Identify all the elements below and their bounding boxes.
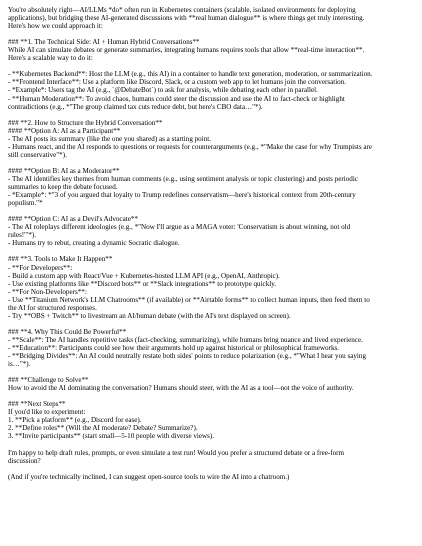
text-line: Here's a scalable way to do it: <box>8 54 93 63</box>
text-line: summaries to keep the debate focused. <box>8 183 118 192</box>
text-line: 2. **Define roles** (Will the AI moderate? Debate? Summarize?). <box>8 424 198 433</box>
text-line: While AI can simulate debates or generate summaries, integrating humans requires tools that allow **real-time interaction**. <box>8 46 365 55</box>
text-line: is…"*). <box>8 360 31 369</box>
text-line: - **Education**: Participants could see how their arguments hold up against historical or philosophical frameworks. <box>8 343 340 352</box>
text-line: rules!'"*). <box>8 231 37 240</box>
paragraph <box>8 328 415 368</box>
document-body <box>8 6 415 481</box>
text-line: 1. **Pick a platform** (e.g., Discord for ease). <box>8 416 142 425</box>
text-line: If you'd like to experiment: <box>8 408 86 417</box>
text-line: ### **2. How to Structure the Hybrid Conversation** <box>8 118 163 127</box>
paragraph <box>8 400 415 440</box>
text-line: 3. **Invite participants** (start small—5-10 people with diverse views). <box>8 432 215 441</box>
paragraph <box>8 119 415 159</box>
text-line: - Use **Titanium Network's LLM Chatrooms** (if available) or **Airtable forms** to collect human inputs, then feed them to <box>8 295 370 304</box>
text-line: still conservative"*). <box>8 150 67 159</box>
text-line: #### **Option B: AI as a Moderator** <box>8 166 120 175</box>
text-line: - *Example*: Users tag the AI (e.g., `@DebateBot`) to ask for analysis, while debating each other in parallel. <box>8 86 318 95</box>
text-line: - **Kubernetes Backend**: Host the LLM (e.g., this AI) in a container to handle text generation, moderation, or summarization. <box>8 70 373 79</box>
text-line: #### **Option A: AI as a Participant** <box>8 126 121 135</box>
text-line: - *Example*: *"3 of you argued that loyalty to Trump redefines conservatism—here's historical context from 20th-century <box>8 191 356 200</box>
text-line: I'm happy to help draft rules, prompts, or even simulate a test run! Would you prefer a structured debate or a free-form <box>8 448 345 457</box>
paragraph <box>8 449 415 465</box>
text-line: - The AI posts its summary (like the one you shared) as a starting point. <box>8 134 211 143</box>
text-line: applications), but bridging these AI-generated discussions with **real human dialogue** is where things get truly interesting. <box>8 14 365 23</box>
text-line: (And if you're technically inclined, I can suggest open-source tools to wire the AI into a chatroom.) <box>8 472 290 481</box>
text-line: the AI for structured responses. <box>8 303 97 312</box>
paragraph <box>8 167 415 207</box>
text-line: ### **4. Why This Could Be Powerful** <box>8 327 127 336</box>
text-line: - **Bridging Divides**: An AI could neutrally restate both sides' points to reduce polarization (e.g., *"What I hear you saying <box>8 352 366 361</box>
text-line: ### **1. The Technical Side: AI + Human Hybrid Conversations** <box>8 38 200 47</box>
text-line: discussion? <box>8 456 41 465</box>
text-line: - The AI roleplays different ideologies (e.g., *"Now I'll argue as a MAGA voter: 'Conservatism is about winning, not old <box>8 223 351 232</box>
text-line: contradictions (e.g., *"The group claimed tax cuts reduce debt, but here's CBO data…"*). <box>8 102 263 111</box>
paragraph <box>8 6 415 30</box>
text-line: ### **3. Tools to Make It Happen** <box>8 255 113 264</box>
text-line: Here's how we could approach it: <box>8 22 103 31</box>
text-line: - Humans react, and the AI responds to questions or requests for counterarguments (e.g., *"Make the case for why Trumpists are <box>8 142 373 151</box>
text-line: - Build a custom app with React/Vue + Kubernetes-hosted LLM API (e.g., OpenAI, Anthropic). <box>8 271 280 280</box>
paragraph <box>8 473 415 481</box>
text-line: populism."* <box>8 199 43 208</box>
text-line: ### **Next Steps** <box>8 400 66 409</box>
text-line: - **Human Moderation**: To avoid chaos, humans could steer the discussion and use the AI to fact-check or highlight <box>8 94 345 103</box>
paragraph <box>8 38 415 62</box>
text-line: - **For Developers**: <box>8 263 73 272</box>
text-line: ### **Challenge to Solve** <box>8 376 89 385</box>
text-line: - **For Non-Developers**: <box>8 287 87 296</box>
text-line: How to avoid the AI dominating the conversation? Humans should steer, with the AI as a tool—not the voice of authority. <box>8 384 354 393</box>
text-line: - The AI identifies key themes from human comments (e.g., using sentiment analysis or topic clustering) and posts periodic <box>8 174 358 183</box>
paragraph <box>8 70 415 110</box>
text-line: - Try **OBS + Twitch** to livestream an AI/human debate (with the AI's text displayed on screen). <box>8 311 291 320</box>
paragraph <box>8 215 415 247</box>
paragraph <box>8 255 415 319</box>
text-line: - Humans try to rebut, creating a dynamic Socratic dialogue. <box>8 239 180 248</box>
text-line: #### **Option C: AI as a Devil's Advocate** <box>8 215 138 224</box>
text-line: - **Frontend Interface**: Use a platform like Discord, Slack, or a custom web app to let humans join the conversation. <box>8 78 347 87</box>
text-line: You're absolutely right—AI/LLMs *do* often run in Kubernetes containers (scalable, isolated environments for deploying <box>8 6 356 14</box>
text-line: - **Scale**: The AI handles repetitive tasks (fact-checking, summarizing), while humans bring nuance and lived experience. <box>8 335 363 344</box>
text-line: - Use existing platforms like **Discord bots** or **Slack integrations** to prototype quickly. <box>8 279 277 288</box>
paragraph <box>8 376 415 392</box>
